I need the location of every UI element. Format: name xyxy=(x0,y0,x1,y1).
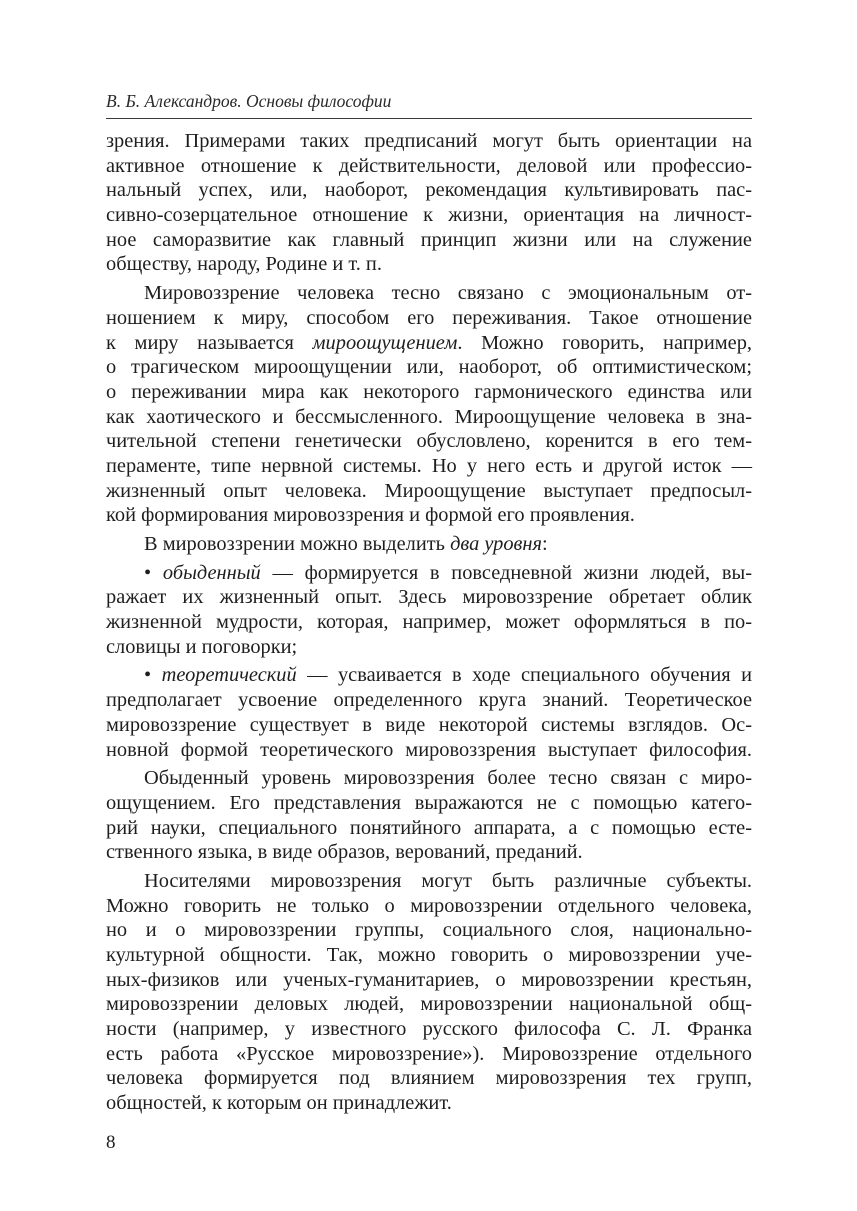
text-line: жизненный опыт человека. Мироощущение выступает предпосыл- xyxy=(106,479,752,502)
text-line: обществу, народу, Родине и т. п. xyxy=(106,253,382,276)
text-line: сивно-созерцательное отношение к жизни, ориентация на личност- xyxy=(106,204,752,227)
text-line: Мировоззрение человека тесно связано с эмоциональным от- xyxy=(144,282,752,305)
text-line: мировоззрении деловых людей, мировоззрении национальной общ- xyxy=(106,993,752,1016)
text-line: ственного языка, в виде образов, верований, преданий. xyxy=(106,841,583,864)
text-line: чительной степени генетически обусловлено, коренится в его тем- xyxy=(106,430,752,453)
text-line: ражает их жизненный опыт. Здесь мировоззрение обретает облик xyxy=(106,586,752,609)
text-line: Носителями мировоззрения могут быть различные субъекты. xyxy=(144,869,752,892)
text-line: пераменте, типе нервной системы. Но у него есть и другой исток — xyxy=(106,454,752,477)
text-line: ношением к миру, способом его переживания. Такое отношение xyxy=(106,306,752,329)
text-line: мировоззрение существует в виде некоторой системы взглядов. Ос- xyxy=(106,713,752,736)
text-line: кой формирования мировоззрения и формой его проявления. xyxy=(106,504,635,527)
text-line: о переживании мира как некоторого гармонического единства или xyxy=(106,380,752,403)
paragraph xyxy=(106,129,752,277)
text-line: активное отношение к действительности, деловой или профессио- xyxy=(106,154,752,177)
text-line: • теоретический — усваивается в ходе специального обучения и xyxy=(144,664,752,687)
text-line: словицы и поговорки; xyxy=(106,635,298,658)
header-rule xyxy=(106,118,752,119)
emphasis: обыденный xyxy=(162,561,261,584)
text-line: но и о мировоззрении группы, социального слоя, национально- xyxy=(106,919,752,942)
text-line: зрения. Примерами таких предписаний могут быть ориентации на xyxy=(106,130,752,152)
emphasis: теоретический xyxy=(161,664,297,687)
text-line: ощущением. Его представления выражаются не с помощью катего- xyxy=(106,791,752,814)
body-text xyxy=(106,129,752,1120)
text-line: о трагическом мироощущении или, наоборот, об оптимистическом; xyxy=(106,356,752,379)
text-line: В мировоззрении можно выделить два уровня: xyxy=(144,533,548,555)
text-line: предполагает усвоение определенного круга знаний. Теоретическое xyxy=(106,689,752,712)
list-item xyxy=(106,561,752,660)
list-item xyxy=(106,663,752,762)
text-line: ных-физиков или ученых-гуманитариев, о мировоззрении крестьян, xyxy=(106,968,752,991)
running-header: В. Б. Александров. Основы философии xyxy=(106,91,392,111)
paragraph xyxy=(106,532,752,557)
paragraph xyxy=(106,766,752,865)
text-line: новной формой теоретического мировоззрения выступает философия. xyxy=(106,738,752,761)
text-line: человека формируется под влиянием мировоззрения тех групп, xyxy=(106,1067,752,1090)
paragraph xyxy=(106,281,752,528)
text-line: рий науки, специального понятийного аппарата, а с помощью есте- xyxy=(106,816,752,839)
text-line: нальный успех, или, наоборот, рекомендация культивировать пас- xyxy=(106,179,752,202)
text-line: к миру называется мироощущением. Можно говорить, например, xyxy=(106,331,752,354)
page-number: 8 xyxy=(106,1132,116,1153)
text-line: как хаотического и бессмысленного. Мироощущение человека в зна- xyxy=(106,405,752,428)
paragraph xyxy=(106,869,752,1116)
text-line: Можно говорить не только о мировоззрении отдельного человека, xyxy=(106,894,752,917)
text-line: есть работа «Русское мировоззрение»). Мировоззрение отдельного xyxy=(106,1042,752,1065)
text-line: общностей, к которым он принадлежит. xyxy=(106,1092,452,1115)
text-line: • обыденный — формируется в повседневной жизни людей, вы- xyxy=(144,561,752,584)
emphasis: мироощущением xyxy=(312,331,458,354)
text-line: ности (например, у известного русского философа С. Л. Франка xyxy=(106,1018,752,1041)
text-line: ное саморазвитие как главный принцип жизни или на служение xyxy=(106,228,752,251)
text-line: жизненной мудрости, которая, например, может оформляться в по- xyxy=(106,611,752,634)
emphasis: два уровня xyxy=(450,533,542,555)
text-line: культурной общности. Так, можно говорить о мировоззрении уче- xyxy=(106,944,752,966)
text-line: Обыденный уровень мировоззрения более тесно связан с миро- xyxy=(144,767,752,790)
